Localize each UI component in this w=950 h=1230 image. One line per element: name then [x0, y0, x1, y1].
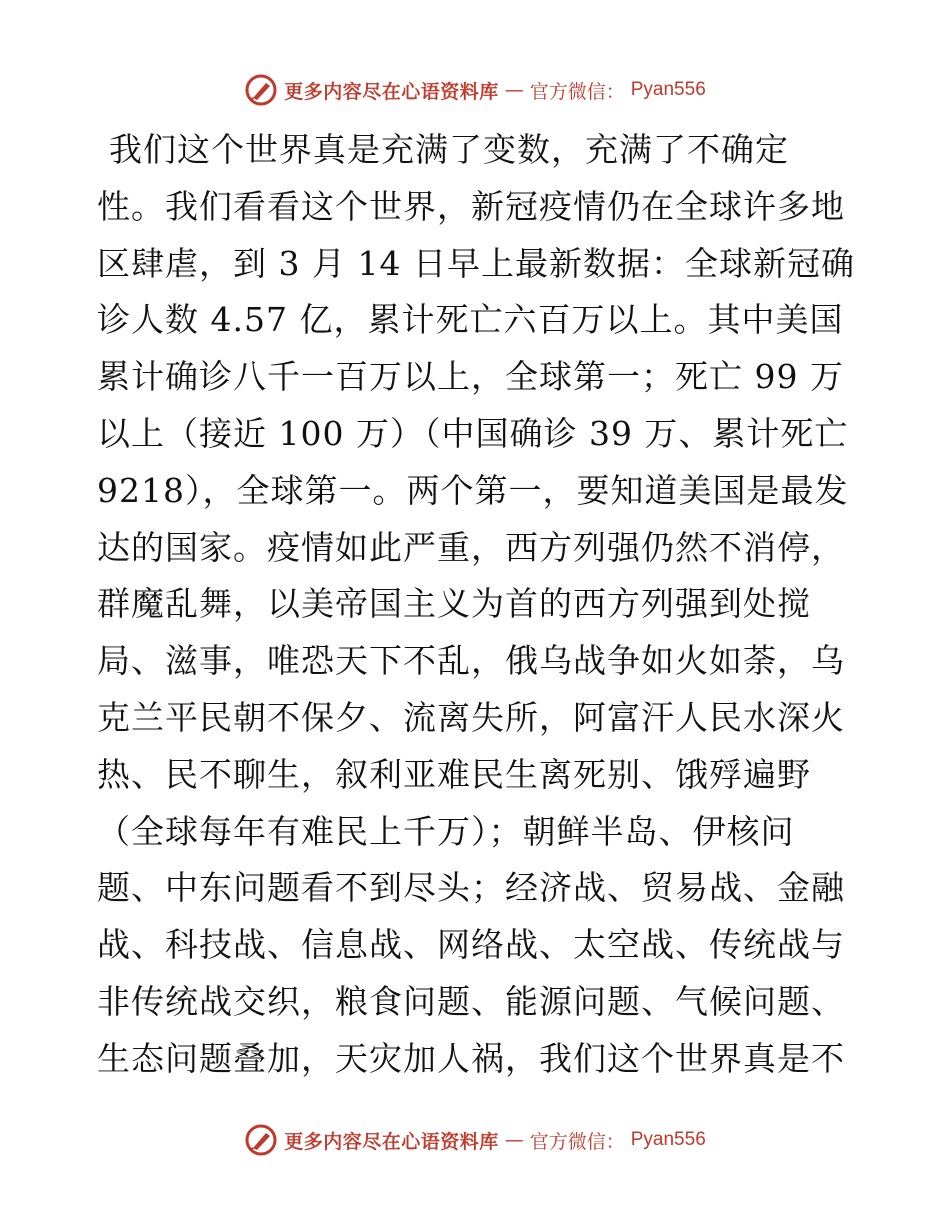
body-line: 区肆虐，到 3 月 14 日早上最新数据：全球新冠确 — [97, 243, 855, 283]
body-line: 战、科技战、信息战、网络战、太空战、传统战与 — [97, 925, 845, 965]
brand-logo-icon — [244, 1123, 278, 1157]
footer-banner-inner — [244, 1123, 706, 1157]
body-line: 非传统战交织，粮食问题、能源问题、气候问题、 — [97, 981, 845, 1021]
body-line: 诊人数 4.57 亿，累计死亡六百万以上。其中美国 — [97, 300, 844, 340]
header-wechat-label: 官方微信： — [529, 80, 625, 103]
body-line: （全球每年有难民上千万）；朝鲜半岛、伊核问 — [97, 811, 795, 851]
header-separator: — — [504, 79, 524, 101]
footer-wechat-label: 官方微信： — [529, 1130, 625, 1153]
body-line: 9218），全球第一。两个第一，要知道美国是最发 — [97, 470, 849, 510]
document-body — [97, 122, 857, 1088]
body-line: 群魔乱舞，以美帝国主义为首的西方列强到处搅 — [97, 584, 811, 624]
footer-promo-text: 更多内容尽在心语资料库 — [284, 1130, 499, 1153]
body-line: 我们这个世界真是充满了变数，充满了不确定 — [109, 130, 789, 169]
body-line: 克兰平民朝不保夕、流离失所，阿富汗人民水深火 — [97, 697, 845, 737]
body-line: 热、民不聊生，叙利亚难民生离死别、饿殍遍野 — [97, 754, 811, 794]
body-line: 累计确诊八千一百万以上，全球第一；死亡 99 万 — [97, 357, 844, 397]
body-line: 局、滋事，唯恐天下不乱，俄乌战争如火如荼，乌 — [97, 641, 845, 681]
body-line: 达的国家。疫情如此严重，西方列强仍然不消停， — [97, 527, 845, 567]
body-line: 以上（接近 100 万）（中国确诊 39 万、累计死亡 — [97, 413, 849, 453]
header-banner — [0, 70, 950, 110]
brand-logo-icon — [244, 73, 278, 107]
body-line: 题、中东问题看不到尽头；经济战、贸易战、金融 — [97, 868, 845, 908]
footer-separator: — — [504, 1129, 524, 1151]
body-line: 性。我们看看这个世界，新冠疫情仍在全球许多地 — [97, 186, 845, 226]
header-promo-text: 更多内容尽在心语资料库 — [284, 80, 499, 103]
body-line: 生态问题叠加，天灾加人祸，我们这个世界真是不 — [97, 1038, 845, 1078]
header-banner-inner — [244, 73, 706, 107]
footer-banner — [0, 1120, 950, 1160]
header-wechat-id: Pyan556 — [630, 79, 706, 100]
footer-wechat-id: Pyan556 — [630, 1129, 706, 1150]
